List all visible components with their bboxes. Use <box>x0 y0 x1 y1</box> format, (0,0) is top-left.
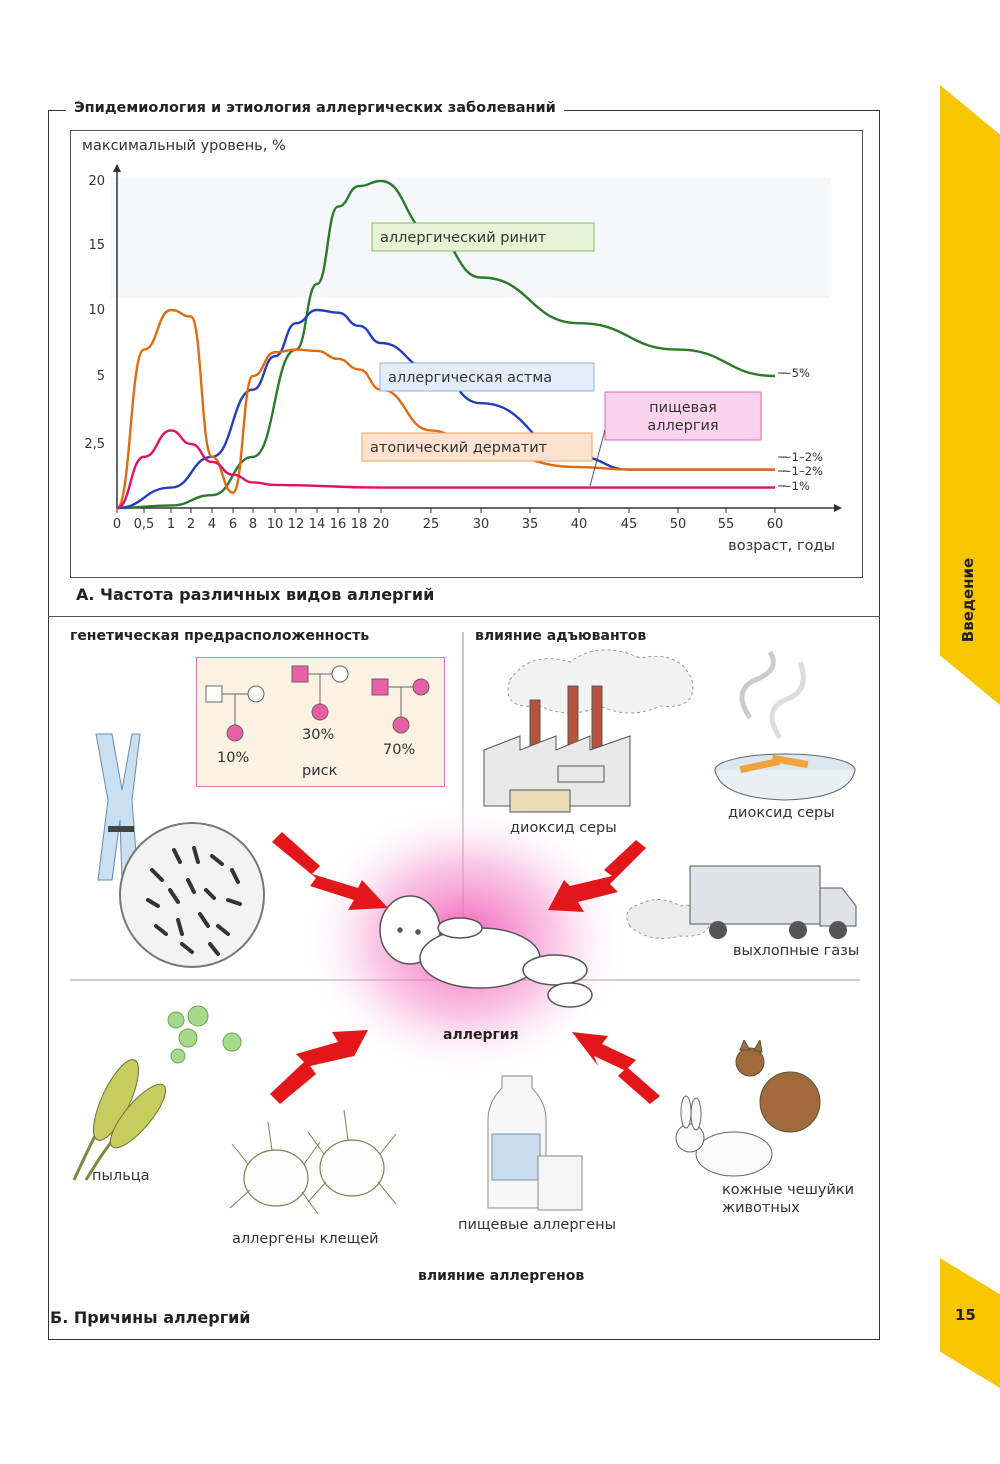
milk-icon <box>480 1072 590 1212</box>
adjuvant-heading: влияние адъювантов <box>475 628 647 644</box>
truck-label: выхлопные газы <box>733 943 860 959</box>
risk-value-1: 10% <box>217 750 250 766</box>
y-tick-label: 5 <box>96 369 105 384</box>
animals-icon <box>664 1040 834 1180</box>
x-tick-label: 16 <box>329 517 347 532</box>
x-tick-label: 10 <box>266 517 284 532</box>
x-tick-label: 4 <box>207 517 217 532</box>
y-tick-label: 15 <box>88 238 105 253</box>
x-tick-label: 0 <box>112 517 122 532</box>
genetic-heading: генетическая предрасположенность <box>70 628 370 644</box>
x-axis-arrow <box>834 504 842 512</box>
end-value-label: ~1–2% <box>782 464 823 478</box>
end-value-label: ~1% <box>782 479 810 493</box>
x-tick-label: 30 <box>472 517 490 532</box>
factory-icon <box>480 640 700 820</box>
animals-label-line1: кожные чешуйки <box>722 1182 855 1198</box>
allergy-frequency-chart <box>70 130 863 578</box>
section-a-title: А. Частота различных видов аллергий <box>76 585 435 604</box>
y-tick-label: 2,5 <box>84 437 105 452</box>
x-tick-label: 45 <box>620 517 638 532</box>
x-tick-label: 50 <box>669 517 687 532</box>
x-tick-label: 0,5 <box>133 517 155 532</box>
page-title: Эпидемиология и этиология аллергических заболеваний <box>66 100 564 116</box>
x-tick-label: 6 <box>228 517 238 532</box>
food-label: пищевые аллергены <box>458 1217 617 1233</box>
series-label-4-line2: аллергия <box>647 418 719 434</box>
cat-icon <box>736 1040 820 1132</box>
section-b-title: Б. Причины аллергий <box>50 1308 251 1327</box>
page-number: 15 <box>955 1306 976 1324</box>
section-divider <box>48 616 880 617</box>
x-tick-label: 1 <box>166 517 176 532</box>
ashtray-label: диоксид серы <box>728 805 835 821</box>
x-tick-label: 25 <box>422 517 440 532</box>
arrow-allergen-left <box>266 1028 370 1106</box>
chromosome-illustration <box>82 730 272 970</box>
factory-label: диоксид серы <box>510 820 617 836</box>
y-tick-label: 10 <box>88 303 105 318</box>
y-axis-label: максимальный уровень, % <box>82 138 286 154</box>
animals-label-line2: животных <box>722 1200 800 1216</box>
x-tick-label: 35 <box>521 517 539 532</box>
x-tick-label: 20 <box>372 517 390 532</box>
end-value-label: ~5% <box>782 366 810 380</box>
x-tick-label: 8 <box>248 517 258 532</box>
pollen-label: пыльца <box>92 1168 150 1184</box>
x-tick-label: 60 <box>766 517 784 532</box>
karyotype-icon <box>120 823 264 967</box>
x-tick-label: 18 <box>350 517 368 532</box>
arrow-genetic <box>270 830 390 915</box>
x-tick-label: 2 <box>186 517 196 532</box>
series-label-1: аллергический ринит <box>380 230 547 246</box>
x-tick-label: 14 <box>308 517 326 532</box>
center-allergy-label: аллергия <box>443 1027 519 1043</box>
risk-label: риск <box>302 763 338 779</box>
ashtray-icon <box>710 648 860 804</box>
series-label-2: аллергическая астма <box>388 370 553 386</box>
y-axis-arrow <box>113 164 121 172</box>
risk-value-2: 30% <box>302 727 335 743</box>
x-tick-label: 55 <box>717 517 735 532</box>
rabbit-icon <box>676 1096 772 1176</box>
side-tab-label: Введение <box>959 557 977 643</box>
series-label-4-line1: пищевая <box>649 400 717 416</box>
mites-icon <box>228 1104 400 1234</box>
y-tick-label: 20 <box>88 174 105 189</box>
series-label-3: атопический дерматит <box>370 440 548 456</box>
x-axis-label: возраст, годы <box>728 538 835 554</box>
x-tick-label: 40 <box>570 517 588 532</box>
risk-value-3: 70% <box>383 742 416 758</box>
end-value-label: ~1–2% <box>782 450 823 464</box>
mites-label: аллергены клещей <box>232 1231 379 1247</box>
allergen-heading: влияние аллергенов <box>418 1268 585 1284</box>
x-tick-label: 12 <box>287 517 305 532</box>
